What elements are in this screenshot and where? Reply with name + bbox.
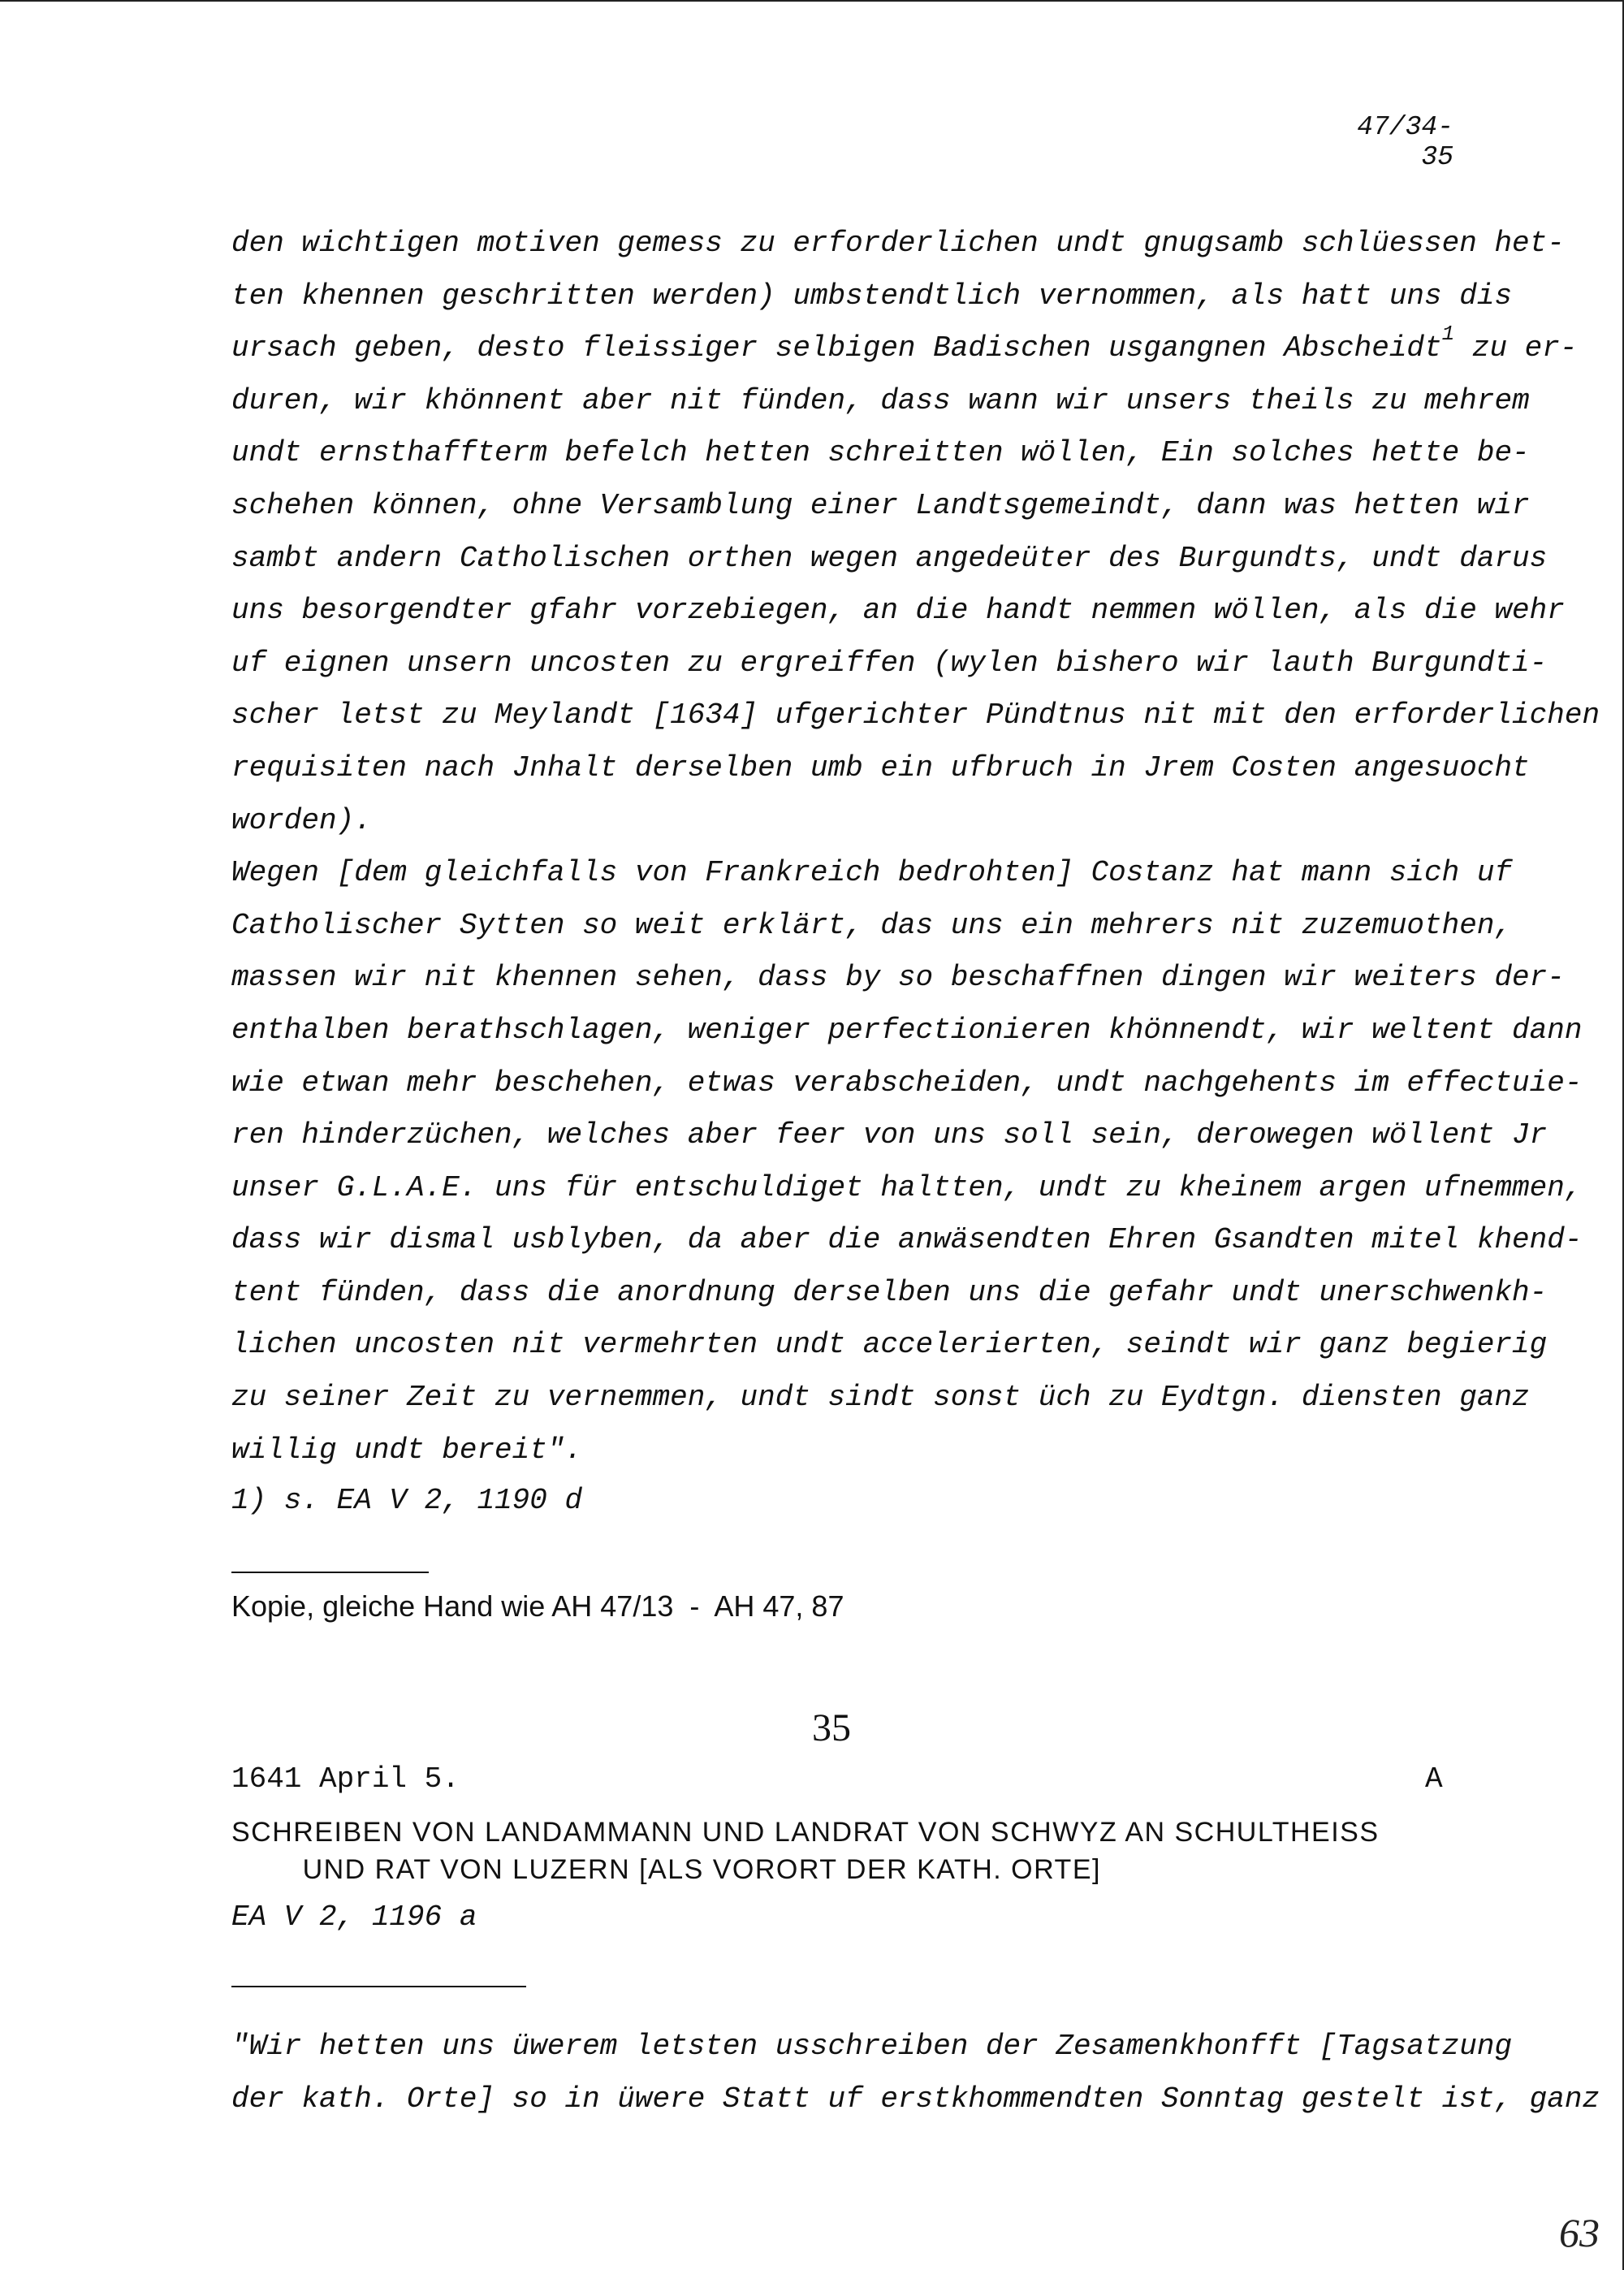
body-line: duren, wir khönnent aber nit fünden, dass wann wir unsers theils zu mehrem <box>231 383 1530 417</box>
body-text <box>231 218 1600 1477</box>
body-line: zu seiner Zeit zu vernemmen, undt sindt sonst üch zu Eydtgn. diensten ganz <box>231 1381 1530 1415</box>
separator-rule <box>231 1986 526 1987</box>
body-line: wie etwan mehr beschehen, etwas verabscheiden, undt nachgehents im effectuie- <box>231 1066 1583 1100</box>
document-title <box>231 1814 1380 1888</box>
body-line: worden). <box>231 803 372 837</box>
body-line: ten khennen geschritten werden) umbstendtlich vernommen, als hatt uns dis <box>231 279 1513 313</box>
document-title-line: UND RAT VON LUZERN [ALS VORORT DER KATH. ORTE] <box>231 1854 1101 1885</box>
body-line: unser G.L.A.E. uns für entschuldiget haltten, undt zu kheinem argen ufnemmen, <box>231 1170 1583 1204</box>
separator-rule <box>231 1572 429 1573</box>
body-line: massen wir nit khennen sehen, dass by so beschaffnen dingen wir weiters der- <box>231 961 1565 995</box>
body-line: den wichtigen motiven gemess zu erforderlichen undt gnugsamb schlüessen het- <box>231 227 1565 260</box>
body-line-text: ursach geben, desto fleissiger selbigen Badischen usgangnen Abscheidt <box>231 331 1442 365</box>
document-number: 35 <box>812 1706 851 1749</box>
quote-line: "Wir hetten uns üwerem letsten usschreiben der Zesamenkhonfft [Tagsatzung <box>231 2030 1513 2063</box>
body-line: schehen können, ohne Versamblung einer Landtsgemeindt, dann was hetten wir <box>231 488 1530 522</box>
body-line-with-footnote <box>231 322 1578 375</box>
document-date: 1641 April 5. <box>231 1762 460 1796</box>
page-reference: 47/34-35 <box>1357 112 1453 172</box>
body-line: dass wir dismal usblyben, da aber die anwäsendten Ehren Gsandten mitel khend- <box>231 1223 1583 1257</box>
body-line: Catholischer Sytten so weit erklärt, das uns ein mehrers nit zuzemuothen, <box>231 908 1513 942</box>
body-line: Wegen [dem gleichfalls von Frankreich bedrohten] Costanz hat mann sich uf <box>231 856 1513 890</box>
footnote: 1) s. EA V 2, 1190 d <box>231 1484 583 1517</box>
body-line: ren hinderzüchen, welches aber feer von uns soll sein, derowegen wöllent Jr <box>231 1118 1548 1152</box>
body-line: undt ernsthaffterm befelch hetten schreitten wöllen, Ein solches hette be- <box>231 436 1530 470</box>
body-line: uf eignen unsern uncosten zu ergreiffen (wylen bishero wir lauth Burgundti- <box>231 646 1548 680</box>
body-line-tail: zu er- <box>1454 331 1578 365</box>
document-reference: EA V 2, 1196 a <box>231 1900 477 1934</box>
body-line: willig undt bereit". <box>231 1433 583 1467</box>
quote-line: der kath. Orte] so in üwere Statt uf erstkhommendten Sonntag gestelt ist, ganz <box>231 2082 1600 2116</box>
document-title-line: SCHREIBEN VON LANDAMMANN UND LANDRAT VON SCHWYZ AN SCHULTHEISS <box>231 1817 1380 1848</box>
body-line: enthalben berathschlagen, weniger perfectionieren khönnendt, wir weltent dann <box>231 1013 1583 1047</box>
body-line: uns besorgendter gfahr vorzebiegen, an die handt nemmen wöllen, als die wehr <box>231 594 1565 628</box>
source-note: Kopie, gleiche Hand wie AH 47/13 - AH 47, 87 <box>231 1589 844 1623</box>
body-line: requisiten nach Jnhalt derselben umb ein ufbruch in Jrem Costen angesuocht <box>231 750 1530 785</box>
footnote-marker: 1 <box>1441 322 1455 347</box>
body-line: tent fünden, dass die anordnung derselben uns die gefahr undt unerschwenkh- <box>231 1275 1548 1309</box>
document-letter: A <box>1425 1762 1443 1796</box>
body-line: scher letst zu Meylandt [1634] ufgerichter Pündtnus nit mit den erforderlichen <box>231 698 1600 733</box>
body-line: lichen uncosten nit vermehrten undt accelerierten, seindt wir ganz begierig <box>231 1328 1548 1362</box>
body-line: sambt andern Catholischen orthen wegen angedeüter des Burgundts, undt darus <box>231 541 1548 575</box>
quote-text <box>231 2021 1600 2125</box>
handwritten-page-mark: 63 <box>1559 2210 1600 2255</box>
